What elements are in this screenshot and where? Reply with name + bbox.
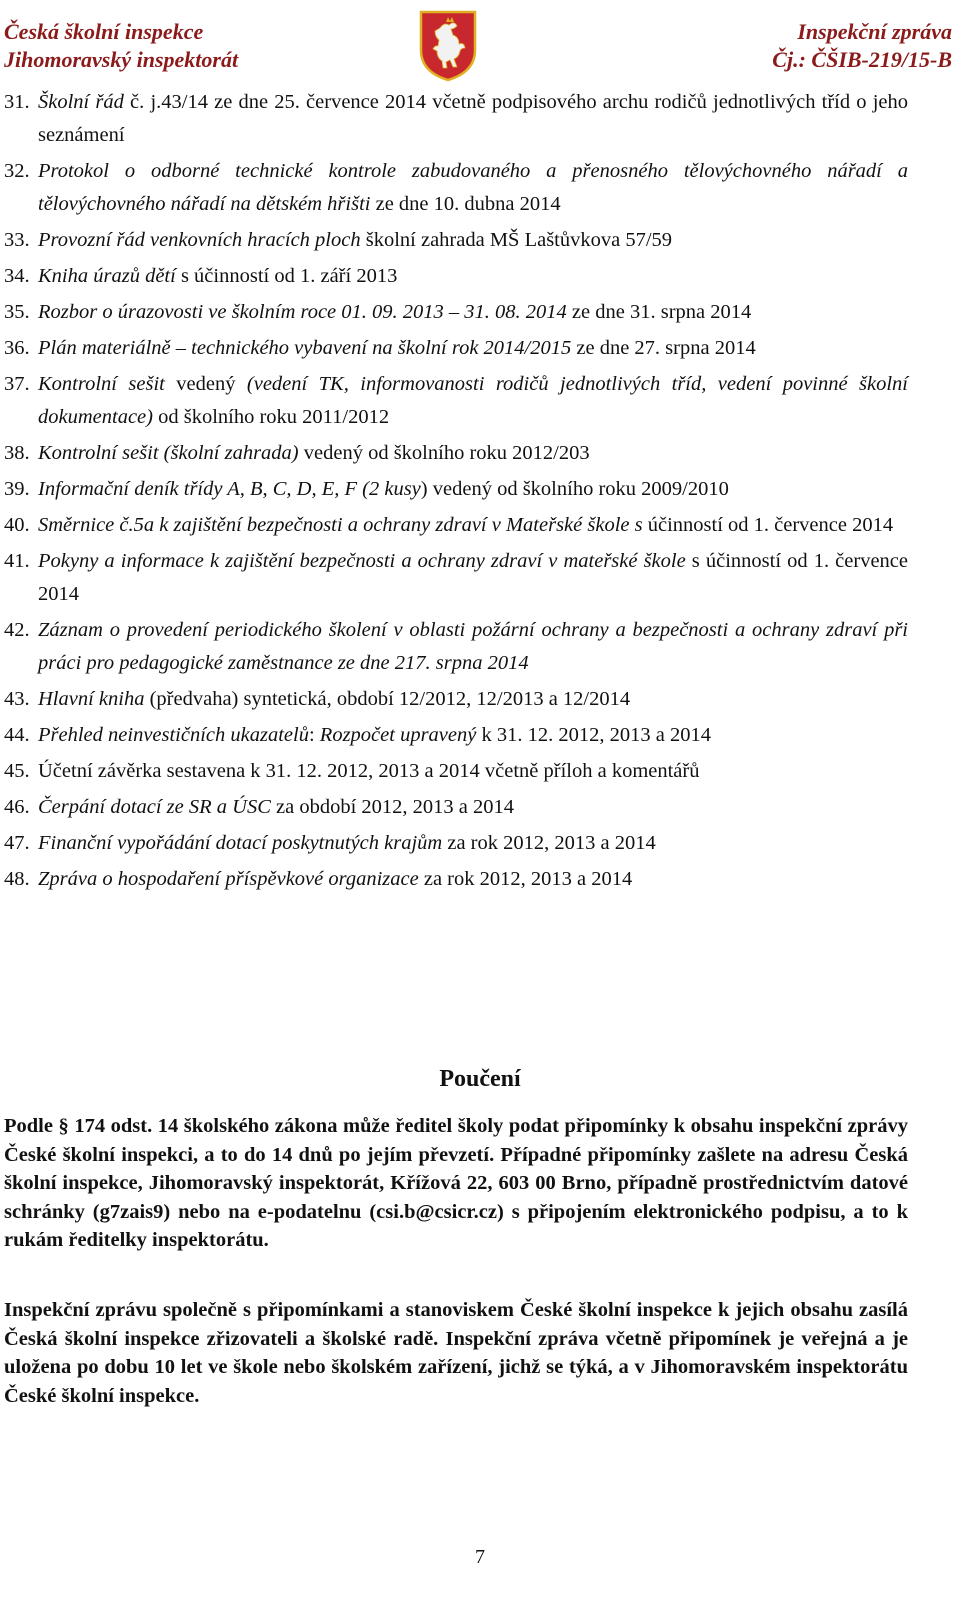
list-item xyxy=(4,545,908,611)
list-item-detail: ze dne 10. dubna 2014 xyxy=(370,193,561,215)
list-item xyxy=(4,260,908,293)
list-item-title: Informační deník třídy A, B, C, D, E, F (2 kusy xyxy=(38,478,421,500)
list-item-number: 42. xyxy=(4,619,30,641)
list-item-number: 39. xyxy=(4,478,30,500)
list-item-text xyxy=(4,473,908,506)
list-item-text xyxy=(4,368,908,434)
list-item-detail: účinností od 1. července 2014 xyxy=(642,514,894,536)
list-item-detail: (předvaha) syntetická, období 12/2012, 12/2013 a 12/2014 xyxy=(144,688,631,710)
list-item-text xyxy=(4,155,908,221)
list-item-detail: ) vedený od školního roku 2009/2010 xyxy=(420,478,729,500)
list-item-title: Kontrolní sešit (školní zahrada) xyxy=(38,442,299,464)
list-item xyxy=(4,755,908,788)
header-ref: Čj.: ČŠIB-219/15-B xyxy=(772,47,952,72)
list-item-number: 40. xyxy=(4,514,30,536)
list-item-number: 45. xyxy=(4,760,30,782)
pouceni-paragraph-2: Inspekční zprávu společně s připomínkami a stanoviskem České školní inspekce k jejich obsahu zasílá Česká školní inspekce zřizovateli a školské radě. Inspekční zpráva včetně připomínek je veřejná a je uložena po dobu 10 let ve škole nebo školském zařízení, jichž se týká, a v Jihomoravském inspektorátu České školní inspekce. xyxy=(4,1299,908,1407)
list-item-text xyxy=(4,296,908,329)
list-item-number: 48. xyxy=(4,868,30,890)
list-item xyxy=(4,155,908,221)
list-item-detail: za rok 2012, 2013 a 2014 xyxy=(418,868,633,890)
list-item-text xyxy=(4,791,908,824)
list-item-number: 41. xyxy=(4,550,30,572)
list-item-detail: č. j.43/14 ze dne 25. července 2014 včetně podpisového archu rodičů jednotlivých tříd o jeho seznámení xyxy=(38,91,909,146)
list-item-detail: Účetní závěrka sestavena k 31. 12. 2012, 2013 a 2014 včetně příloh a komentářů xyxy=(38,760,700,782)
list-item-title: Protokol o odborné technické kontrole zabudovaného a přenosného tělovýchovného nářadí a tělovýchovného nářadí na dětském hřišti xyxy=(38,160,908,215)
list-item-number: 44. xyxy=(4,724,30,746)
header-dept: Jihomoravský inspektorát xyxy=(4,47,239,72)
list-item-detail: ze dne 27. srpna 2014 xyxy=(571,337,756,359)
list-item-detail: : xyxy=(308,724,320,746)
list-item xyxy=(4,86,908,152)
header-doc-type: Inspekční zpráva xyxy=(797,19,952,44)
list-item xyxy=(4,332,908,365)
list-item-text xyxy=(4,437,908,470)
list-item-text xyxy=(4,755,908,788)
list-item-number: 47. xyxy=(4,832,30,854)
header-left xyxy=(4,18,238,74)
list-item-text xyxy=(4,719,908,752)
list-item-title: Pokyny a informace k zajištění bezpečnosti a ochrany zdraví v mateřské škole xyxy=(38,550,686,572)
list-item xyxy=(4,683,908,716)
list-item-detail: za období 2012, 2013 a 2014 xyxy=(270,796,515,818)
list-item-title: Záznam o provedení periodického školení v oblasti požární ochrany a bezpečnosti a ochrany zdraví při práci pro pedagogické zaměstnance ze dne 217. srpna 2014 xyxy=(38,619,908,674)
list-item-title: Kniha úrazů dětí xyxy=(38,265,176,287)
header-org: Česká školní inspekce xyxy=(4,19,204,44)
list-item xyxy=(4,827,908,860)
list-item xyxy=(4,437,908,470)
list-item-text xyxy=(4,86,908,152)
list-item xyxy=(4,791,908,824)
pouceni-paragraph-1: Podle § 174 odst. 14 školského zákona může ředitel školy podat připomínky k obsahu inspekční zprávy České školní inspekci, a to do 14 dnů po jejím převzetí. Případné připomínky zašlete na adresu Česká školní inspekce, Jihomoravský inspektorát, Křížová 22, 603 00 Brno, případně prostřednictvím datové schránky (g7zais9) nebo na e-podatelnu (csi.b@csicr.cz) s připojením elektronického podpisu, a to k rukám ředitelky inspektorátu. xyxy=(4,1115,908,1251)
list-item xyxy=(4,224,908,257)
list-item-title: Čerpání dotací ze SR a ÚSC xyxy=(38,796,271,818)
list-item-number: 36. xyxy=(4,337,30,359)
list-item-text xyxy=(4,827,908,860)
list-item-text xyxy=(4,224,908,257)
list-item-detail: s účinností od 1. září 2013 xyxy=(175,265,398,287)
list-item-detail: vedený xyxy=(164,373,247,395)
list-item xyxy=(4,719,908,752)
page-number: 7 xyxy=(475,1546,485,1568)
list-item-detail: od školního roku 2011/2012 xyxy=(152,406,390,428)
list-item-number: 38. xyxy=(4,442,30,464)
list-item-detail: školní zahrada MŠ Laštůvkova 57/59 xyxy=(360,229,673,251)
list-item-number: 35. xyxy=(4,301,30,323)
list-item-number: 33. xyxy=(4,229,30,251)
list-item xyxy=(4,614,908,680)
list-item-title: Školní řád xyxy=(38,91,124,113)
list-item-number: 32. xyxy=(4,160,30,182)
list-item-title: Přehled neinvestičních ukazatelů xyxy=(38,724,309,746)
list-item-title: Rozbor o úrazovosti ve školním roce 01. 09. 2013 – 31. 08. 2014 xyxy=(38,301,567,323)
list-item-detail: k 31. 12. 2012, 2013 a 2014 xyxy=(476,724,711,746)
list-item-detail: vedený od školního roku 2012/203 xyxy=(298,442,590,464)
list-item-text xyxy=(4,332,908,365)
document-list xyxy=(4,86,908,899)
list-item-title: (vedení TK, informovanosti rodičů jednotlivých tříd, vedení povinné školní dokumentace) xyxy=(38,373,908,428)
list-item-text xyxy=(4,260,908,293)
list-item-title: Směrnice č.5a k zajištění bezpečnosti a ochrany zdraví v Mateřské škole s xyxy=(38,514,643,536)
pouceni-title: Poučení xyxy=(439,1066,521,1092)
list-item-number: 34. xyxy=(4,265,30,287)
list-item-detail: s účinností od 1. července 2014 xyxy=(38,550,908,605)
list-item-detail: ze dne 31. srpna 2014 xyxy=(566,301,752,323)
list-item-text xyxy=(4,863,908,896)
list-item-number: 46. xyxy=(4,796,30,818)
list-item-title: Plán materiálně – technického vybavení na školní rok 2014/2015 xyxy=(38,337,572,359)
list-item xyxy=(4,368,908,434)
list-item-text xyxy=(4,545,908,611)
list-item-detail: za rok 2012, 2013 a 2014 xyxy=(442,832,656,854)
list-item xyxy=(4,473,908,506)
list-item-title: Zpráva o hospodaření příspěvkové organizace xyxy=(38,868,419,890)
header-right xyxy=(772,18,952,74)
list-item xyxy=(4,296,908,329)
list-item-title: Kontrolní sešit xyxy=(38,373,165,395)
list-item-title: Rozpočet upravený xyxy=(319,724,477,746)
list-item-title: Provozní řád venkovních hracích ploch xyxy=(38,229,361,251)
list-item xyxy=(4,863,908,896)
list-item xyxy=(4,509,908,542)
czech-lion-emblem-icon xyxy=(418,10,478,82)
list-item-text xyxy=(4,509,908,542)
list-item-text xyxy=(4,614,908,680)
list-item-title: Hlavní kniha xyxy=(38,688,145,710)
list-item-number: 37. xyxy=(4,373,30,395)
list-item-text xyxy=(4,683,908,716)
list-item-number: 31. xyxy=(4,91,30,113)
page-header xyxy=(0,10,960,80)
list-item-title: Finanční vypořádání dotací poskytnutých krajům xyxy=(38,832,443,854)
list-item-number: 43. xyxy=(4,688,30,710)
